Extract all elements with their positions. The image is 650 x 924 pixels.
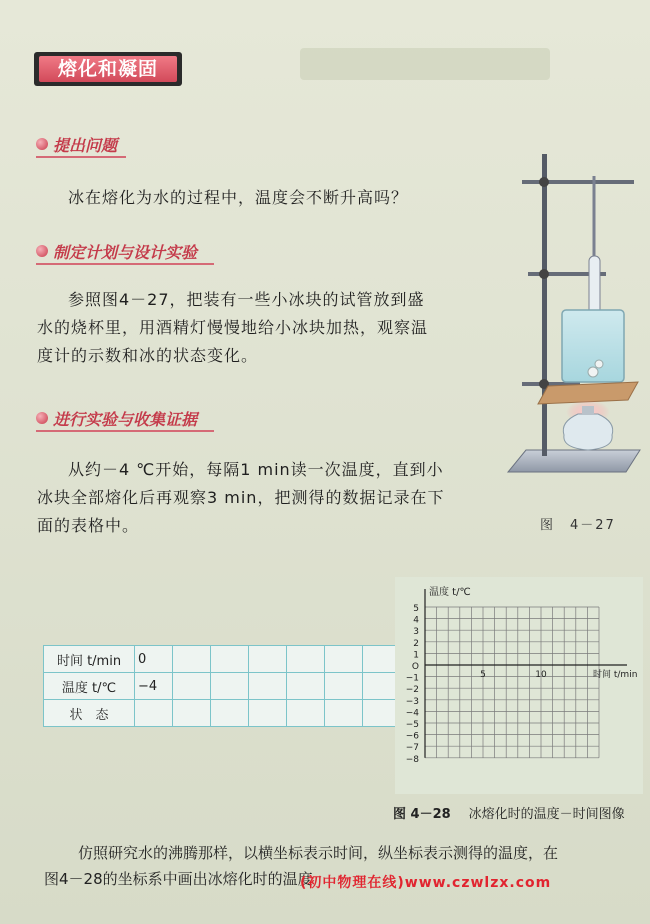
table-cell bbox=[211, 673, 249, 700]
table-cell bbox=[249, 700, 287, 727]
temperature-time-graph bbox=[395, 577, 643, 794]
table-cell bbox=[325, 700, 363, 727]
y-tick-label: 1 bbox=[413, 650, 419, 661]
y-tick-label: −7 bbox=[405, 743, 419, 754]
experiment-line-3: 面的表格中。 bbox=[37, 516, 140, 535]
y-tick-label: −2 bbox=[405, 685, 419, 696]
section-heading-plan bbox=[36, 240, 197, 262]
page-title: 熔化和凝固 bbox=[39, 56, 177, 82]
figure-4-28-label: 图 4－28 bbox=[393, 807, 451, 822]
plan-line-3: 度计的示数和冰的状态变化。 bbox=[37, 346, 259, 365]
bottom-line-1: 仿照研究水的沸腾那样，以横坐标表示时间，纵坐标表示测得的温度，在 bbox=[78, 844, 559, 862]
table-cell bbox=[287, 673, 325, 700]
data-table bbox=[43, 645, 439, 727]
x-axis-label: 时间 t/min bbox=[593, 670, 638, 680]
y-tick-label: 5 bbox=[413, 604, 419, 614]
table-cell: −4 bbox=[135, 673, 173, 700]
y-tick-label: −3 bbox=[405, 696, 419, 707]
table-cell bbox=[173, 646, 211, 673]
heading-underline bbox=[36, 156, 126, 158]
y-tick-label: −1 bbox=[405, 673, 419, 684]
y-tick-label: −6 bbox=[405, 731, 419, 742]
table-cell bbox=[249, 673, 287, 700]
x-tick-label: 10 bbox=[535, 670, 547, 680]
experiment-line-1: 从约－4 ℃开始，每隔1 min读一次温度，直到小 bbox=[68, 460, 444, 479]
table-cell bbox=[173, 673, 211, 700]
y-tick-label: O bbox=[411, 662, 419, 672]
table-cell bbox=[325, 673, 363, 700]
bullet-icon bbox=[36, 412, 48, 424]
row-header-temperature: 温度 t/℃ bbox=[44, 673, 135, 700]
table-cell bbox=[287, 646, 325, 673]
table-cell bbox=[211, 646, 249, 673]
table-row bbox=[44, 700, 439, 727]
y-tick-label: −5 bbox=[405, 720, 419, 730]
table-cell bbox=[249, 646, 287, 673]
x-tick-label: 5 bbox=[480, 670, 486, 680]
graph-card bbox=[395, 577, 643, 794]
y-axis-label: 温度 t/℃ bbox=[429, 587, 471, 598]
bullet-icon bbox=[36, 245, 48, 257]
section-heading-experiment bbox=[36, 407, 197, 429]
table-cell bbox=[287, 700, 325, 727]
question-text: 冰在熔化为水的过程中，温度会不断升高吗？ bbox=[68, 188, 409, 207]
watermark-text: (初中物理在线)www.czwlzx.com bbox=[300, 875, 552, 891]
y-tick-label: −4 bbox=[405, 708, 419, 719]
figure-4-28-caption bbox=[393, 803, 625, 822]
row-header-state: 状 态 bbox=[44, 700, 135, 727]
y-tick-label: 3 bbox=[413, 627, 419, 638]
section-heading-text: 制定计划与设计实验 bbox=[53, 242, 198, 262]
figure-4-28-text: 冰熔化时的温度－时间图像 bbox=[468, 807, 625, 822]
heading-underline bbox=[36, 430, 214, 432]
table-cell: 0 bbox=[135, 646, 173, 673]
bottom-line-2: 图4－28的坐标系中画出冰熔化时的温度 bbox=[44, 870, 313, 888]
table-cell bbox=[135, 700, 173, 727]
figure-4-27-label: 图 4－27 bbox=[540, 518, 616, 533]
apparatus-illustration bbox=[498, 150, 646, 485]
table-cell bbox=[173, 700, 211, 727]
section-heading-question bbox=[36, 133, 117, 155]
bullet-icon bbox=[36, 138, 48, 150]
table-row bbox=[44, 646, 439, 673]
table-cell bbox=[211, 700, 249, 727]
section-heading-text: 提出问题 bbox=[53, 135, 118, 155]
table-cell bbox=[325, 646, 363, 673]
y-tick-label: 2 bbox=[413, 638, 419, 649]
experiment-line-2: 冰块全部熔化后再观察3 min，把测得的数据记录在下 bbox=[37, 488, 445, 507]
y-tick-label: 4 bbox=[413, 615, 419, 626]
plan-line-1: 参照图4－27，把装有一些小冰块的试管放到盛 bbox=[68, 290, 425, 309]
table-row bbox=[44, 673, 439, 700]
heading-underline bbox=[36, 263, 214, 265]
plan-line-2: 水的烧杯里，用酒精灯慢慢地给小冰块加热，观察温 bbox=[37, 318, 429, 337]
section-heading-text: 进行实验与收集证据 bbox=[53, 409, 198, 429]
title-box bbox=[34, 52, 182, 86]
faded-header-bar bbox=[300, 48, 550, 80]
y-tick-label: −8 bbox=[405, 754, 419, 765]
row-header-time: 时间 t/min bbox=[44, 646, 135, 673]
